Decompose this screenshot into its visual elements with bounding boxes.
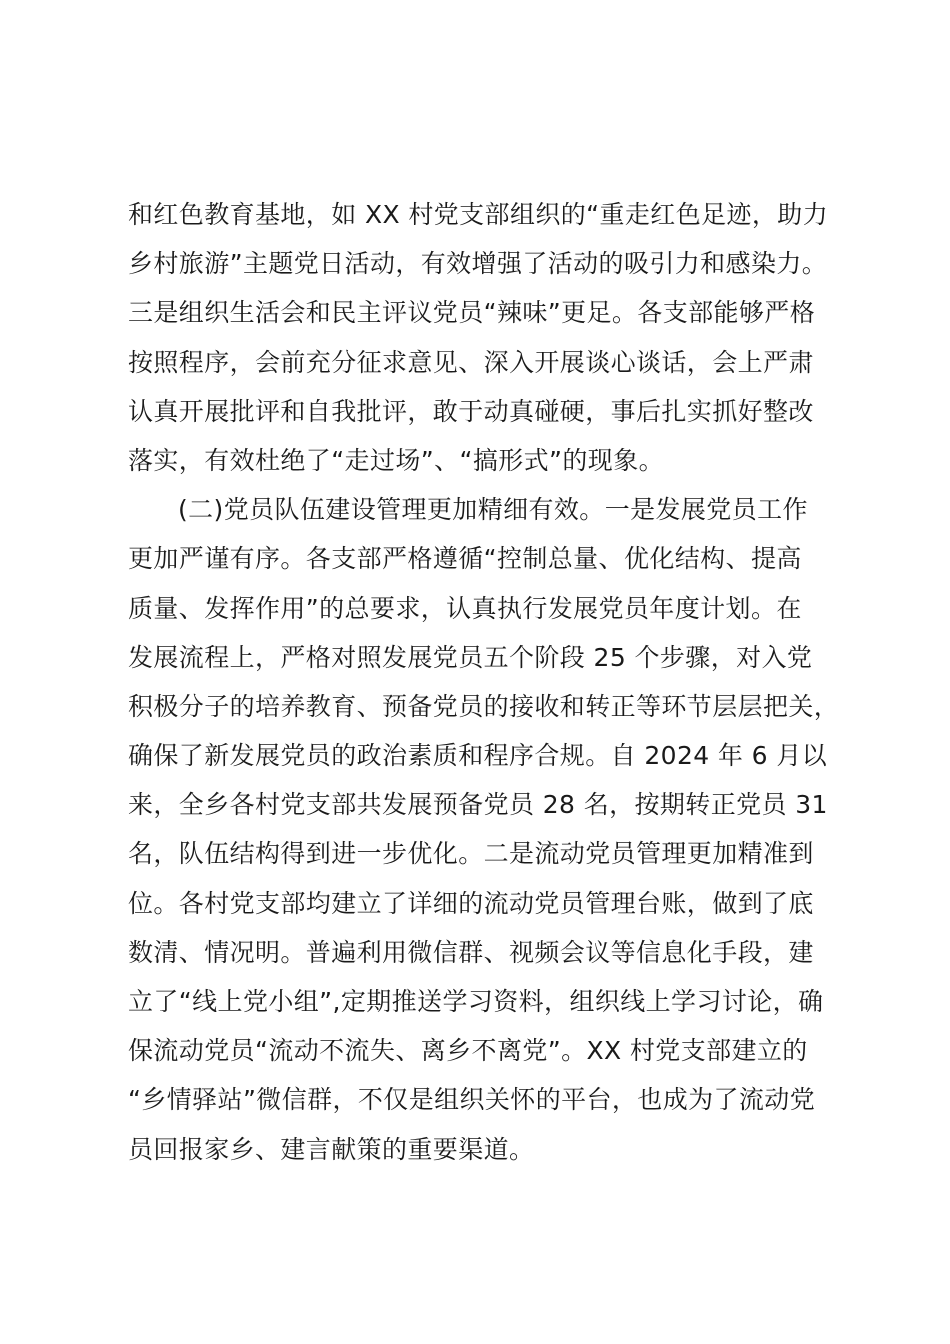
body-text bbox=[128, 190, 848, 1174]
text-line: 更加严谨有序。各支部严格遵循“控制总量、优化结构、提高 bbox=[128, 544, 802, 574]
text-line: 位。各村党支部均建立了详细的流动党员管理台账，做到了底 bbox=[128, 888, 814, 918]
text-line: 员回报家乡、建言献策的重要渠道。 bbox=[128, 1134, 535, 1164]
text-line: 质量、发挥作用”的总要求，认真执行发展党员年度计划。在 bbox=[128, 593, 802, 623]
text-line: 立了“线上党小组”,定期推送学习资料，组织线上学习讨论，确 bbox=[128, 987, 824, 1016]
section-heading-line: (二)党员队伍建设管理更加精细有效。一是发展党员工作 bbox=[178, 495, 808, 525]
text-line: 发展流程上，严格对照发展党员五个阶段 25 个步骤，对入党 bbox=[128, 642, 813, 672]
text-line: 积极分子的培养教育、预备党员的接收和转正等环节层层把关， bbox=[128, 691, 840, 721]
text-line: “乡情驿站”微信群，不仅是组织关怀的平台，也成为了流动党 bbox=[128, 1085, 816, 1115]
text-line: 名，队伍结构得到进一步优化。二是流动党员管理更加精准到 bbox=[128, 839, 814, 869]
text-line: 和红色教育基地，如 XX 村党支部组织的“重走红色足迹，助力 bbox=[128, 200, 829, 229]
text-line: 数清、情况明。普遍利用微信群、视频会议等信息化手段，建 bbox=[128, 937, 814, 967]
text-line: 确保了新发展党员的政治素质和程序合规。自 2024 年 6 月以 bbox=[128, 741, 828, 771]
text-line: 保流动党员“流动不流失、离乡不离党”。XX 村党支部建立的 bbox=[128, 1036, 808, 1066]
text-line: 按照程序，会前充分征求意见、深入开展谈心谈话，会上严肃 bbox=[128, 347, 814, 377]
text-line: 来，全乡各村党支部共发展预备党员 28 名，按期转正党员 31 bbox=[128, 790, 828, 820]
text-line: 乡村旅游”主题党日活动，有效增强了活动的吸引力和感染力。 bbox=[128, 249, 828, 279]
text-line: 三是组织生活会和民主评议党员“辣味”更足。各支部能够严格 bbox=[128, 298, 816, 328]
text-line: 认真开展批评和自我批评，敢于动真碰硬，事后扎实抓好整改 bbox=[128, 396, 814, 426]
text-line: 落实，有效杜绝了“走过场”、“搞形式”的现象。 bbox=[128, 445, 665, 475]
